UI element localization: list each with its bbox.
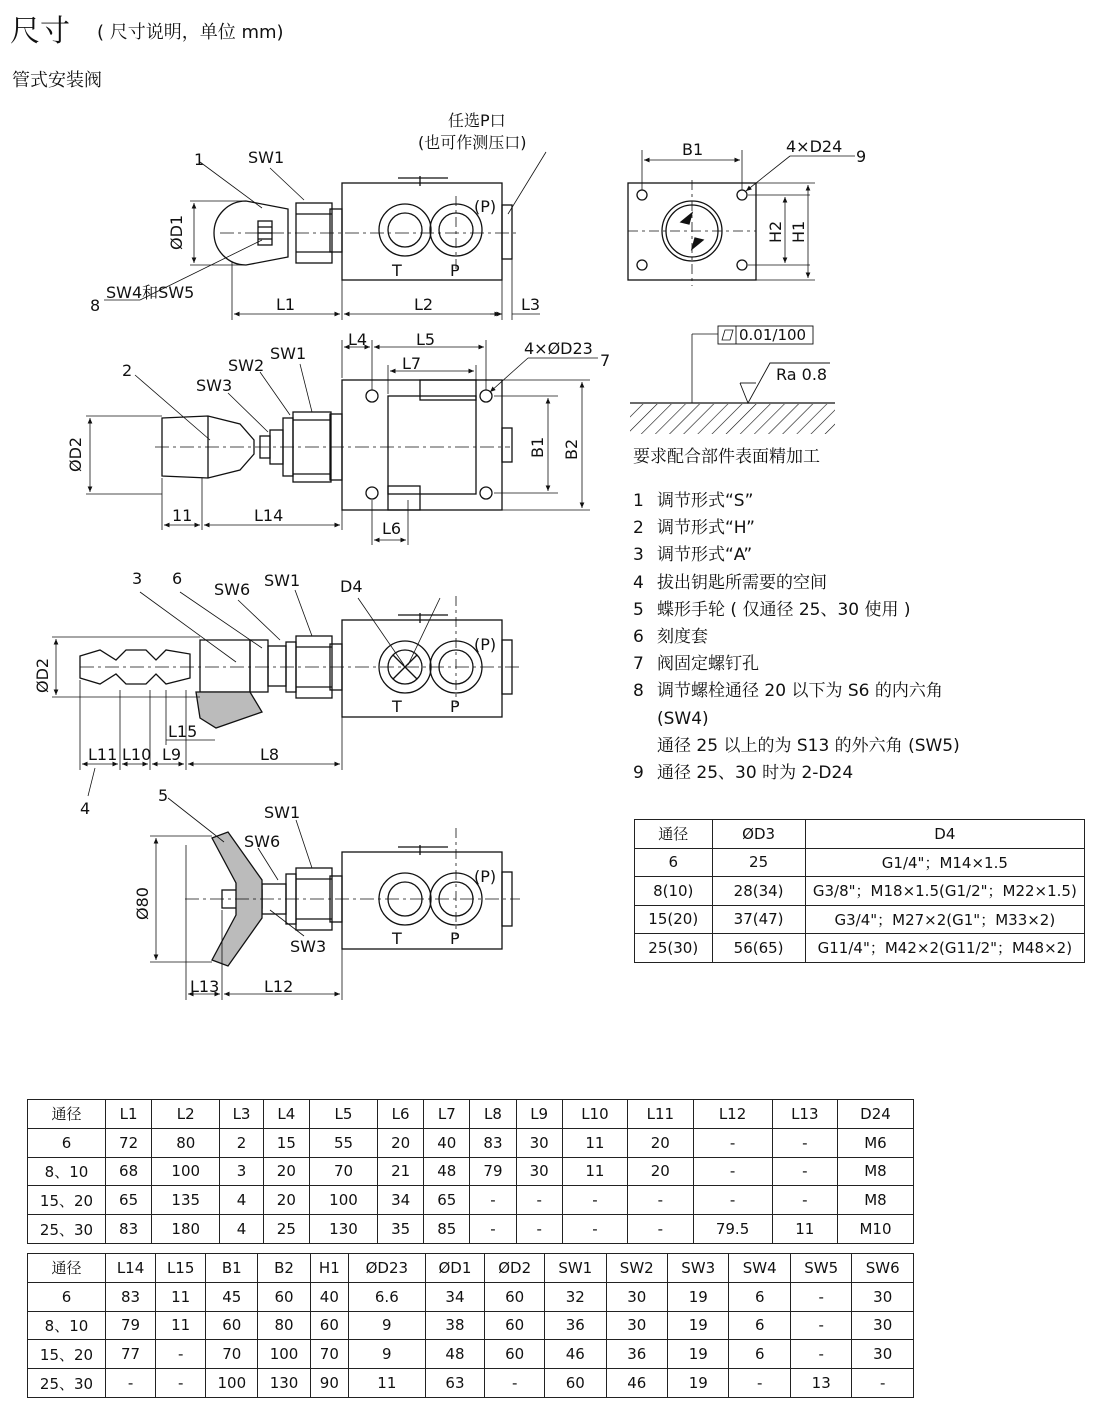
column-header: L12: [693, 1100, 772, 1129]
table-cell: 37(47): [712, 905, 805, 934]
table-cell: -: [693, 1186, 772, 1215]
column-header: SW2: [606, 1254, 667, 1283]
label-l4: L4: [348, 330, 368, 349]
table-cell: 9: [349, 1340, 426, 1369]
column-header: ØD3: [712, 820, 805, 849]
label-d2-v2: ØD2: [66, 436, 85, 472]
column-header: SW5: [790, 1254, 851, 1283]
label-sw1-v4: SW1: [264, 803, 301, 822]
label-d4: D4: [340, 577, 363, 596]
note-item: [633, 733, 960, 760]
table-cell: 11: [156, 1311, 206, 1340]
table-cell: 28(34): [712, 877, 805, 906]
table-cell: M8: [837, 1157, 913, 1186]
callout-optional-p: 任选P口: [448, 111, 506, 130]
table-cell: 13: [790, 1369, 851, 1398]
table-cell: -: [852, 1369, 914, 1398]
label-4xd23: 4×ØD23: [524, 339, 593, 358]
table-cell: G1/4"；M14×1.5: [805, 848, 1084, 877]
table-cell: 8、10: [28, 1311, 106, 1340]
table-cell: 60: [206, 1311, 258, 1340]
table-cell: 68: [106, 1157, 152, 1186]
table-cell: 4: [220, 1186, 263, 1215]
table-row: [635, 905, 1085, 934]
label-l14: L14: [254, 506, 284, 525]
table-cell: 6: [729, 1282, 790, 1311]
label-d2-v3: ØD2: [33, 657, 52, 693]
table-row: [28, 1311, 914, 1340]
table-row: [28, 1157, 914, 1186]
table-cell: 6: [635, 848, 713, 877]
port-pp-v3: (P): [474, 635, 497, 654]
dimension-table-2: [27, 1253, 914, 1398]
dimension-table-1: [27, 1099, 914, 1244]
label-l7: L7: [402, 354, 422, 373]
table-cell: 85: [424, 1215, 470, 1244]
note-item: [633, 678, 960, 705]
table-cell: 8(10): [635, 877, 713, 906]
table-cell: 70: [206, 1340, 258, 1369]
roughness-value: Ra 0.8: [776, 365, 828, 384]
table-cell: 45: [206, 1282, 258, 1311]
table-cell: 34: [378, 1186, 424, 1215]
table-cell: 80: [152, 1128, 220, 1157]
table-cell: 65: [106, 1186, 152, 1215]
table-cell: 6.6: [349, 1282, 426, 1311]
table-cell: -: [772, 1186, 837, 1215]
table-cell: 30: [516, 1128, 562, 1157]
table-cell: 56(65): [712, 934, 805, 963]
note-text: 调节形式“S”: [657, 491, 754, 511]
callout-1: 1: [194, 150, 205, 169]
note-item: [633, 542, 960, 569]
column-header: L7: [424, 1100, 470, 1129]
table-row: [28, 1282, 914, 1311]
table-cell: -: [772, 1128, 837, 1157]
callout-3: 3: [132, 569, 143, 588]
note-number: 4: [633, 572, 644, 593]
column-header: SW4: [729, 1254, 790, 1283]
table-cell: 25: [263, 1215, 309, 1244]
note-number: 8: [633, 681, 644, 702]
note-text: 通径 25 以上的为 S13 的外六角 (SW5): [657, 735, 960, 756]
flatness-value: 0.01/100: [739, 326, 807, 344]
table-row: [28, 1340, 914, 1369]
note-text: 调节螺栓通径 20 以下为 S6 的内六角: [657, 681, 943, 702]
view-adjust-type-a: [52, 590, 520, 796]
label-sw1-v1: SW1: [248, 148, 285, 167]
section-title: 管式安装阀: [12, 70, 102, 91]
table-cell: -: [790, 1282, 851, 1311]
label-11: 11: [172, 506, 193, 525]
page-subtitle: ( 尺寸说明，单位 mm): [97, 22, 284, 43]
note-number: 5: [633, 599, 644, 620]
column-header: L6: [378, 1100, 424, 1129]
table-cell: -: [485, 1369, 545, 1398]
note-text: 调节形式“H”: [657, 518, 755, 539]
table-cell: 6: [28, 1128, 106, 1157]
note-text: 蝶形手轮 ( 仅通径 25、30 使用 ): [657, 599, 911, 620]
note-text: 通径 25、30 时为 2-D24: [657, 763, 854, 784]
table-cell: -: [106, 1369, 156, 1398]
table-cell: 40: [424, 1128, 470, 1157]
table-cell: 19: [668, 1369, 729, 1398]
table-cell: 30: [516, 1157, 562, 1186]
table-cell: 83: [106, 1215, 152, 1244]
label-b1: B1: [528, 436, 547, 458]
table-cell: 79.5: [693, 1215, 772, 1244]
table-cell: 60: [485, 1340, 545, 1369]
table-cell: 36: [545, 1311, 606, 1340]
table-cell: 100: [309, 1186, 377, 1215]
column-header: L13: [772, 1100, 837, 1129]
note-number: 9: [633, 763, 644, 784]
table-cell: -: [516, 1215, 562, 1244]
label-l8: L8: [260, 745, 280, 764]
table-cell: 11: [349, 1369, 426, 1398]
table-cell: 30: [606, 1282, 667, 1311]
note-number: 7: [633, 654, 644, 675]
table-row: [28, 1186, 914, 1215]
port-pp-v1: (P): [474, 197, 497, 216]
table-cell: -: [628, 1215, 693, 1244]
notes-list: [633, 488, 960, 787]
table-cell: M6: [837, 1128, 913, 1157]
label-h1: H1: [789, 220, 808, 243]
label-l11: L11: [88, 745, 118, 764]
table-cell: 180: [152, 1215, 220, 1244]
label-d80: Ø80: [133, 887, 152, 920]
table-cell: -: [562, 1186, 627, 1215]
label-sw6-v4: SW6: [244, 832, 281, 851]
label-l6: L6: [382, 519, 402, 538]
table-cell: 25: [712, 848, 805, 877]
table-row: [28, 1215, 914, 1244]
note-item: [633, 597, 960, 624]
column-header: B2: [258, 1254, 310, 1283]
table-cell: 35: [378, 1215, 424, 1244]
note-item: [633, 651, 960, 678]
table-cell: G11/4"；M42×2(G11/2"；M48×2): [805, 934, 1084, 963]
label-h2: H2: [766, 220, 785, 243]
table-cell: 130: [309, 1215, 377, 1244]
view-hand-wheel: [150, 798, 520, 1000]
column-header: ØD23: [349, 1254, 426, 1283]
table-cell: 20: [628, 1157, 693, 1186]
label-l13: L13: [190, 977, 220, 996]
table-cell: 79: [470, 1157, 516, 1186]
label-l1: L1: [276, 295, 296, 314]
table-cell: 32: [545, 1282, 606, 1311]
table-cell: 30: [852, 1282, 914, 1311]
callout-8: 8: [90, 296, 101, 315]
table-cell: M8: [837, 1186, 913, 1215]
table-cell: 4: [220, 1215, 263, 1244]
table-cell: -: [562, 1215, 627, 1244]
label-l5: L5: [416, 330, 436, 349]
column-header: B1: [206, 1254, 258, 1283]
table-cell: 20: [628, 1128, 693, 1157]
table-row: [635, 848, 1085, 877]
column-header: L11: [628, 1100, 693, 1129]
table-cell: 100: [258, 1340, 310, 1369]
table-cell: 15、20: [28, 1340, 106, 1369]
table-cell: 6: [729, 1340, 790, 1369]
table-cell: G3/4"；M27×2(G1"；M33×2): [805, 905, 1084, 934]
port-p-v3: P: [450, 697, 460, 716]
note-item: [633, 515, 960, 542]
callout-pressure-port: (也可作测压口): [418, 133, 527, 152]
note-item: [633, 624, 960, 651]
table-cell: 100: [152, 1157, 220, 1186]
d4-table: [634, 819, 1085, 963]
table-cell: 79: [106, 1311, 156, 1340]
table-cell: 20: [263, 1157, 309, 1186]
table-cell: -: [516, 1186, 562, 1215]
table-header-row: [28, 1100, 914, 1129]
view-adjust-type-h: [86, 340, 598, 545]
table-cell: 60: [310, 1311, 348, 1340]
table-cell: 46: [545, 1340, 606, 1369]
table-cell: 90: [310, 1369, 348, 1398]
label-sw2: SW2: [228, 356, 265, 375]
table-cell: 48: [425, 1340, 485, 1369]
callout-9: 9: [856, 147, 867, 166]
page-title: 尺寸: [10, 14, 70, 49]
table-cell: 83: [106, 1282, 156, 1311]
table-cell: 63: [425, 1369, 485, 1398]
table-cell: 30: [852, 1311, 914, 1340]
column-header: H1: [310, 1254, 348, 1283]
table-cell: 6: [28, 1282, 106, 1311]
note-text: (SW4): [657, 708, 709, 729]
column-header: L14: [106, 1254, 156, 1283]
table-row: [635, 934, 1085, 963]
label-sw6-v3: SW6: [214, 580, 251, 599]
table-cell: 15、20: [28, 1186, 106, 1215]
table-cell: 130: [258, 1369, 310, 1398]
table-cell: 21: [378, 1157, 424, 1186]
table-cell: -: [693, 1157, 772, 1186]
table-cell: 40: [310, 1282, 348, 1311]
label-l3: L3: [521, 295, 541, 314]
port-p-v4: P: [450, 929, 460, 948]
column-header: SW3: [668, 1254, 729, 1283]
table-cell: 25、30: [28, 1215, 106, 1244]
note-item: [633, 760, 960, 787]
column-header: L5: [309, 1100, 377, 1129]
note-text: 刻度套: [657, 627, 708, 648]
callout-5: 5: [158, 786, 169, 805]
table-cell: 60: [485, 1311, 545, 1340]
callout-4: 4: [80, 799, 91, 818]
table-cell: M10: [837, 1215, 913, 1244]
column-header: 通径: [28, 1100, 106, 1129]
column-header: ØD2: [485, 1254, 545, 1283]
table-cell: 60: [258, 1282, 310, 1311]
table-cell: -: [156, 1369, 206, 1398]
table-cell: -: [470, 1215, 516, 1244]
column-header: L10: [562, 1100, 627, 1129]
label-4xd24: 4×D24: [786, 137, 843, 156]
column-header: 通径: [28, 1254, 106, 1283]
table-cell: 30: [606, 1311, 667, 1340]
column-header: ØD1: [425, 1254, 485, 1283]
table-cell: 65: [424, 1186, 470, 1215]
note-number: 6: [633, 627, 644, 648]
table-row: [28, 1128, 914, 1157]
table-cell: 30: [852, 1340, 914, 1369]
table-cell: 20: [378, 1128, 424, 1157]
note-item: [633, 488, 960, 515]
label-b1-top: B1: [682, 140, 704, 159]
table-cell: -: [790, 1340, 851, 1369]
port-t-v3: T: [392, 697, 402, 716]
column-header: D4: [805, 820, 1084, 849]
table-cell: 100: [206, 1369, 258, 1398]
table-cell: 55: [309, 1128, 377, 1157]
table-header-row: [635, 820, 1085, 849]
note-number: 3: [633, 545, 644, 566]
table-cell: -: [693, 1128, 772, 1157]
table-cell: 11: [562, 1128, 627, 1157]
port-p-v1: P: [450, 261, 460, 280]
finish-note: 要求配合部件表面精加工: [633, 447, 820, 467]
table-cell: 2: [220, 1128, 263, 1157]
label-d1: ØD1: [167, 214, 186, 250]
column-header: D24: [837, 1100, 913, 1129]
table-cell: 9: [349, 1311, 426, 1340]
table-cell: 80: [258, 1311, 310, 1340]
table-cell: -: [790, 1311, 851, 1340]
table-cell: 70: [310, 1340, 348, 1369]
callout-6: 6: [172, 569, 183, 588]
table-cell: 60: [485, 1282, 545, 1311]
table-cell: 25、30: [28, 1369, 106, 1398]
label-l2: L2: [414, 295, 434, 314]
label-sw1-v2: SW1: [270, 344, 307, 363]
column-header: SW6: [852, 1254, 914, 1283]
table-cell: 15: [263, 1128, 309, 1157]
label-l15: L15: [168, 722, 198, 741]
view-top-valve: [628, 150, 855, 286]
table-cell: 34: [425, 1282, 485, 1311]
table-cell: 6: [729, 1311, 790, 1340]
table-cell: 11: [156, 1282, 206, 1311]
note-item: [633, 706, 960, 733]
table-cell: -: [729, 1369, 790, 1398]
column-header: L4: [263, 1100, 309, 1129]
table-cell: 70: [309, 1157, 377, 1186]
note-item: [633, 570, 960, 597]
label-sw3-v4: SW3: [290, 937, 327, 956]
column-header: L8: [470, 1100, 516, 1129]
label-l10: L10: [122, 745, 152, 764]
column-header: 通径: [635, 820, 713, 849]
label-sw4-sw5: SW4和SW5: [106, 283, 195, 302]
column-header: L15: [156, 1254, 206, 1283]
table-cell: 38: [425, 1311, 485, 1340]
table-cell: 19: [668, 1340, 729, 1369]
label-sw1-v3: SW1: [264, 571, 301, 590]
port-t-v1: T: [392, 261, 402, 280]
label-b2: B2: [562, 438, 581, 460]
column-header: SW1: [545, 1254, 606, 1283]
table-row: [28, 1369, 914, 1398]
column-header: L3: [220, 1100, 263, 1129]
table-cell: 20: [263, 1186, 309, 1215]
table-row: [635, 877, 1085, 906]
table-cell: 83: [470, 1128, 516, 1157]
label-l9: L9: [162, 745, 182, 764]
table-cell: 25(30): [635, 934, 713, 963]
label-sw3-v2: SW3: [196, 376, 233, 395]
table-cell: G3/8"；M18×1.5(G1/2"；M22×1.5): [805, 877, 1084, 906]
table-cell: 8、10: [28, 1157, 106, 1186]
table-cell: 60: [545, 1369, 606, 1398]
column-header: L9: [516, 1100, 562, 1129]
callout-2: 2: [122, 361, 133, 380]
note-number: 2: [633, 518, 644, 539]
table-cell: 72: [106, 1128, 152, 1157]
table-cell: -: [156, 1340, 206, 1369]
table-cell: 46: [606, 1369, 667, 1398]
table-cell: 3: [220, 1157, 263, 1186]
callout-7: 7: [600, 351, 611, 370]
table-cell: 11: [772, 1215, 837, 1244]
note-text: 阀固定螺钉孔: [657, 654, 759, 675]
column-header: L2: [152, 1100, 220, 1129]
table-cell: -: [470, 1186, 516, 1215]
note-text: 调节形式“A”: [657, 545, 753, 566]
table-cell: 15(20): [635, 905, 713, 934]
label-l12: L12: [264, 977, 294, 996]
note-text: 拔出钥匙所需要的空间: [657, 572, 827, 593]
table-cell: 135: [152, 1186, 220, 1215]
note-number: 1: [633, 491, 644, 511]
table-cell: -: [628, 1186, 693, 1215]
table-header-row: [28, 1254, 914, 1283]
table-cell: 48: [424, 1157, 470, 1186]
table-cell: 11: [562, 1157, 627, 1186]
port-t-v4: T: [392, 929, 402, 948]
table-cell: -: [772, 1157, 837, 1186]
column-header: L1: [106, 1100, 152, 1129]
table-cell: 19: [668, 1282, 729, 1311]
port-pp-v4: (P): [474, 867, 497, 886]
table-cell: 19: [668, 1311, 729, 1340]
table-cell: 36: [606, 1340, 667, 1369]
table-cell: 77: [106, 1340, 156, 1369]
